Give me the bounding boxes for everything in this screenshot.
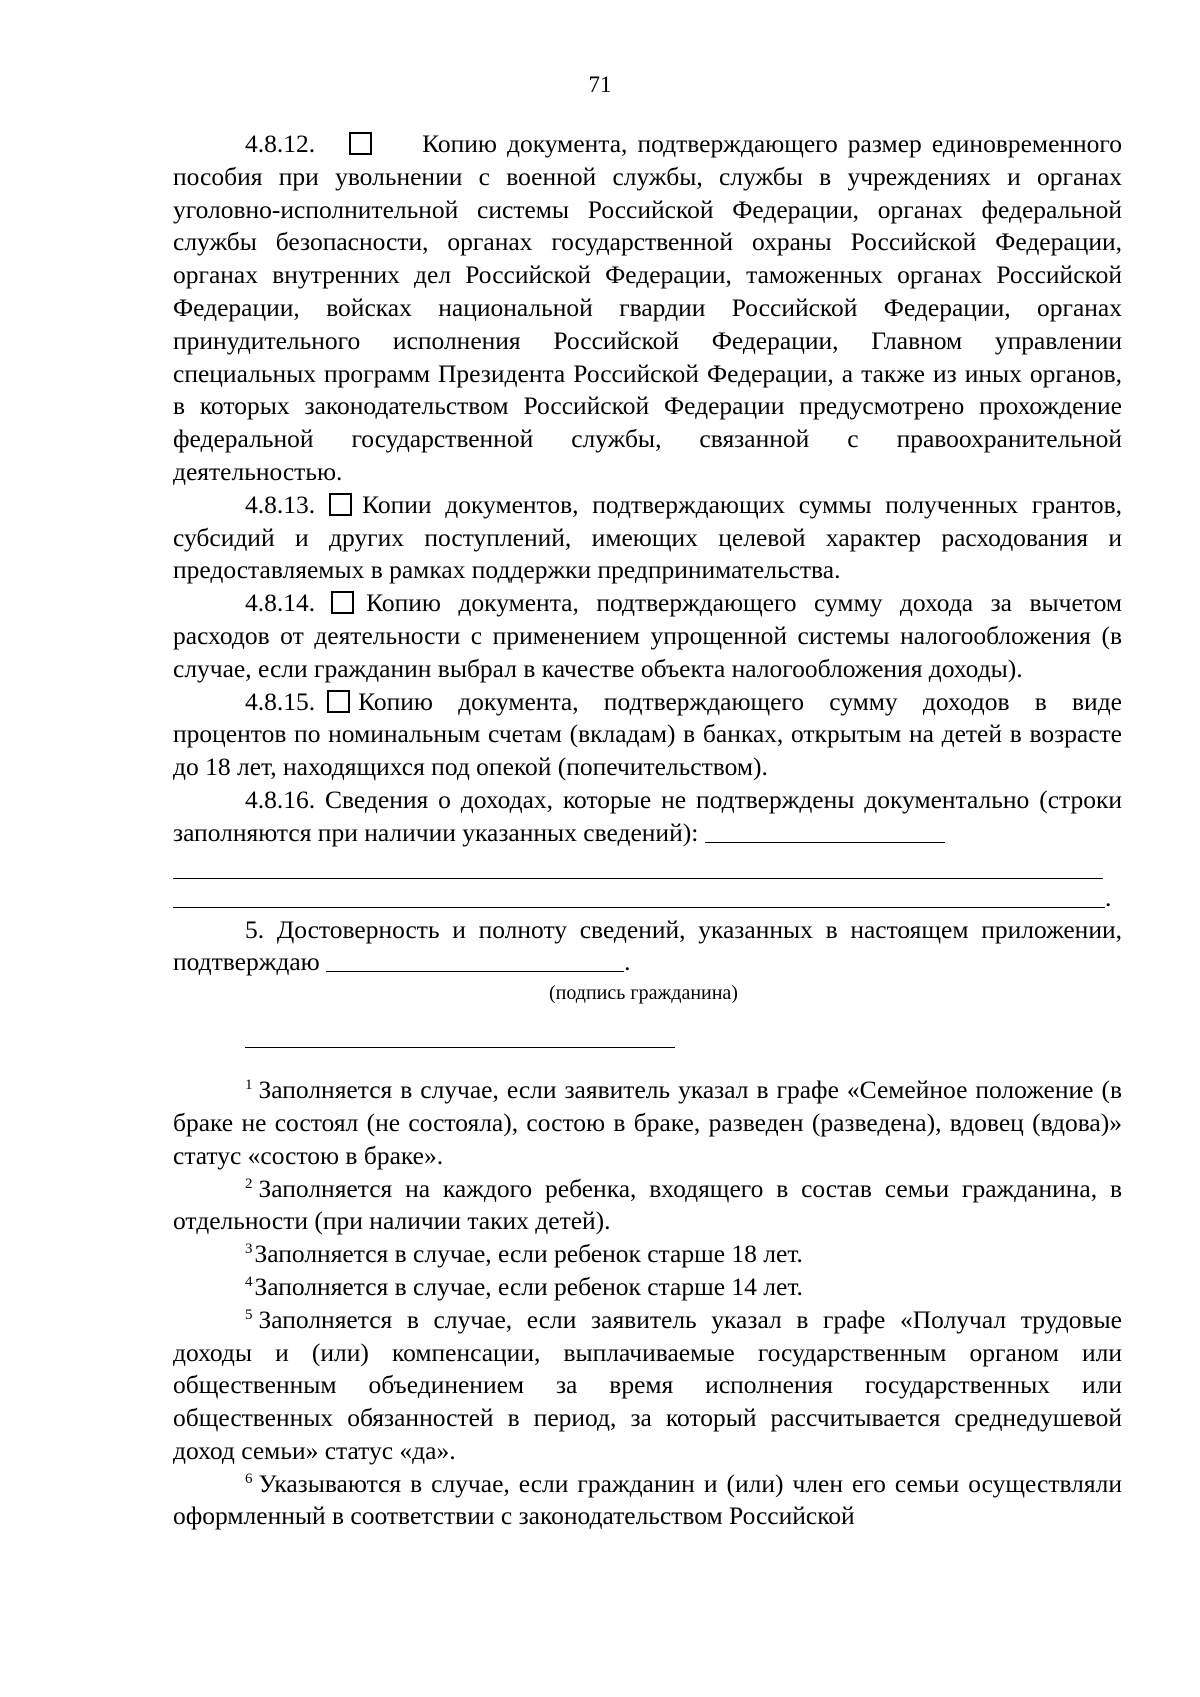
footnote-3 [173, 1238, 1122, 1271]
section-5 [173, 914, 1122, 980]
item-4-8-13 [173, 489, 1122, 587]
footnote-mark: 6 [245, 1470, 253, 1487]
info-line-2[interactable] [173, 850, 1103, 879]
signature-line[interactable] [326, 949, 624, 972]
info-line-3-row [173, 879, 1122, 912]
footnote-text: Заполняется в случае, если заявитель указал в графе «Получал трудовые доходы и (или) компенсации, выплачиваемые государственным органом или общественным объединением за время исполнения государственных или общественных обязанностей в период, за который рассчитывается среднедушевой доход семьи» статус «да». [173, 1304, 1122, 1465]
footnote-mark: 3 [245, 1241, 253, 1258]
item-4-8-12 [173, 128, 1122, 489]
item-text: Копию документа, подтверждающего сумму доходов в виде процентов по номинальным счетам (вкладам) в банках, открытым на детей в возрасте до 18 лет, находящихся под опекой (попечительством). [173, 686, 1122, 782]
info-line-3[interactable] [173, 879, 1105, 908]
item-4-8-15 [173, 686, 1122, 784]
item-number: 4.8.13. [245, 489, 316, 519]
footnote-1 [173, 1074, 1122, 1172]
footnote-2 [173, 1173, 1122, 1239]
footnote-mark: 5 [245, 1306, 253, 1323]
footnote-5 [173, 1304, 1122, 1468]
document-body [173, 128, 1122, 1533]
footnote-text: Заполняется в случае, если заявитель указал в графе «Семейное положение (в браке не состоял (не состояла), состою в браке, разведен (разведена), вдовец (вдова)» статус «состою в браке». [173, 1075, 1122, 1170]
footnote-4 [173, 1271, 1122, 1304]
confirmation-text: 5. Достоверность и полноту сведений, указанных в настоящем приложении, подтверждаю [173, 914, 1122, 977]
item-text: Копию документа, подтверждающего размер единовременного пособия при увольнении с военной службы, службы в учреждениях и органах уголовно-исполнительной системы Российской Федерации, органах федеральной службы безопасности, органах государственной охраны Российской Федерации, органах внутренних дел Российской Федерации, таможенных органах Российской Федерации, войсках национальной гвардии Российской Федерации, органах принудительного исполнения Российской Федерации, Главном управлении специальных программ Президента Российской Федерации, а также из иных органов, в которых законодательством Российской Федерации предусмотрено прохождение федеральной государственной службы, связанной с правоохранительной деятельностью. [173, 129, 1122, 486]
footnote-mark: 2 [245, 1175, 253, 1192]
page-number: 71 [588, 72, 612, 97]
checkbox[interactable] [331, 591, 354, 614]
item-text: Копию документа, подтверждающего сумму дохода за вычетом расходов от деятельности с применением упрощенной системы налогообложения (в случае, если гражданин выбрал в качестве объекта налогообложения доходы). [173, 588, 1122, 683]
item-number: 4.8.12. [245, 129, 316, 158]
item-4-8-14 [173, 587, 1122, 685]
item-number: 4.8.15. [245, 686, 316, 716]
footnote-6 [173, 1468, 1122, 1534]
checkbox[interactable] [327, 690, 350, 713]
signature-end-mark: . [624, 947, 631, 977]
footnote-mark: 4 [245, 1273, 253, 1290]
footnote-text: Заполняется в случае, если ребенок старше 14 лет. [254, 1271, 803, 1301]
footnote-text: Заполняется в случае, если ребенок старше 18 лет. [254, 1239, 803, 1269]
item-text: Сведения о доходах, которые не подтверждены документально (строки заполняются при наличии указанных сведений): [173, 784, 1123, 847]
info-line-1[interactable] [705, 820, 945, 843]
item-4-8-16 [173, 784, 1122, 850]
checkbox[interactable] [349, 132, 372, 155]
item-number: 4.8.14. [245, 588, 316, 618]
footnote-mark: 1 [245, 1077, 253, 1094]
footnote-text: Указываются в случае, если гражданин и (или) член его семьи осуществляли оформленный в соответствии с законодательством Российской [173, 1468, 1122, 1531]
line-end-mark: . [1105, 882, 1112, 912]
item-number: 4.8.16. [245, 784, 316, 814]
footnote-text: Заполняется на каждого ребенка, входящего в состав семьи гражданина, в отдельности (при наличии таких детей). [173, 1173, 1122, 1236]
checkbox[interactable] [329, 493, 352, 516]
footnote-separator [245, 1047, 675, 1048]
signature-caption: (подпись гражданина) [549, 982, 738, 1005]
item-text: Копии документов, подтверждающих суммы полученных грантов, субсидий и других поступлений, имеющих целевой характер расходования и предоставляемых в рамках поддержки предпринимательства. [173, 489, 1122, 585]
